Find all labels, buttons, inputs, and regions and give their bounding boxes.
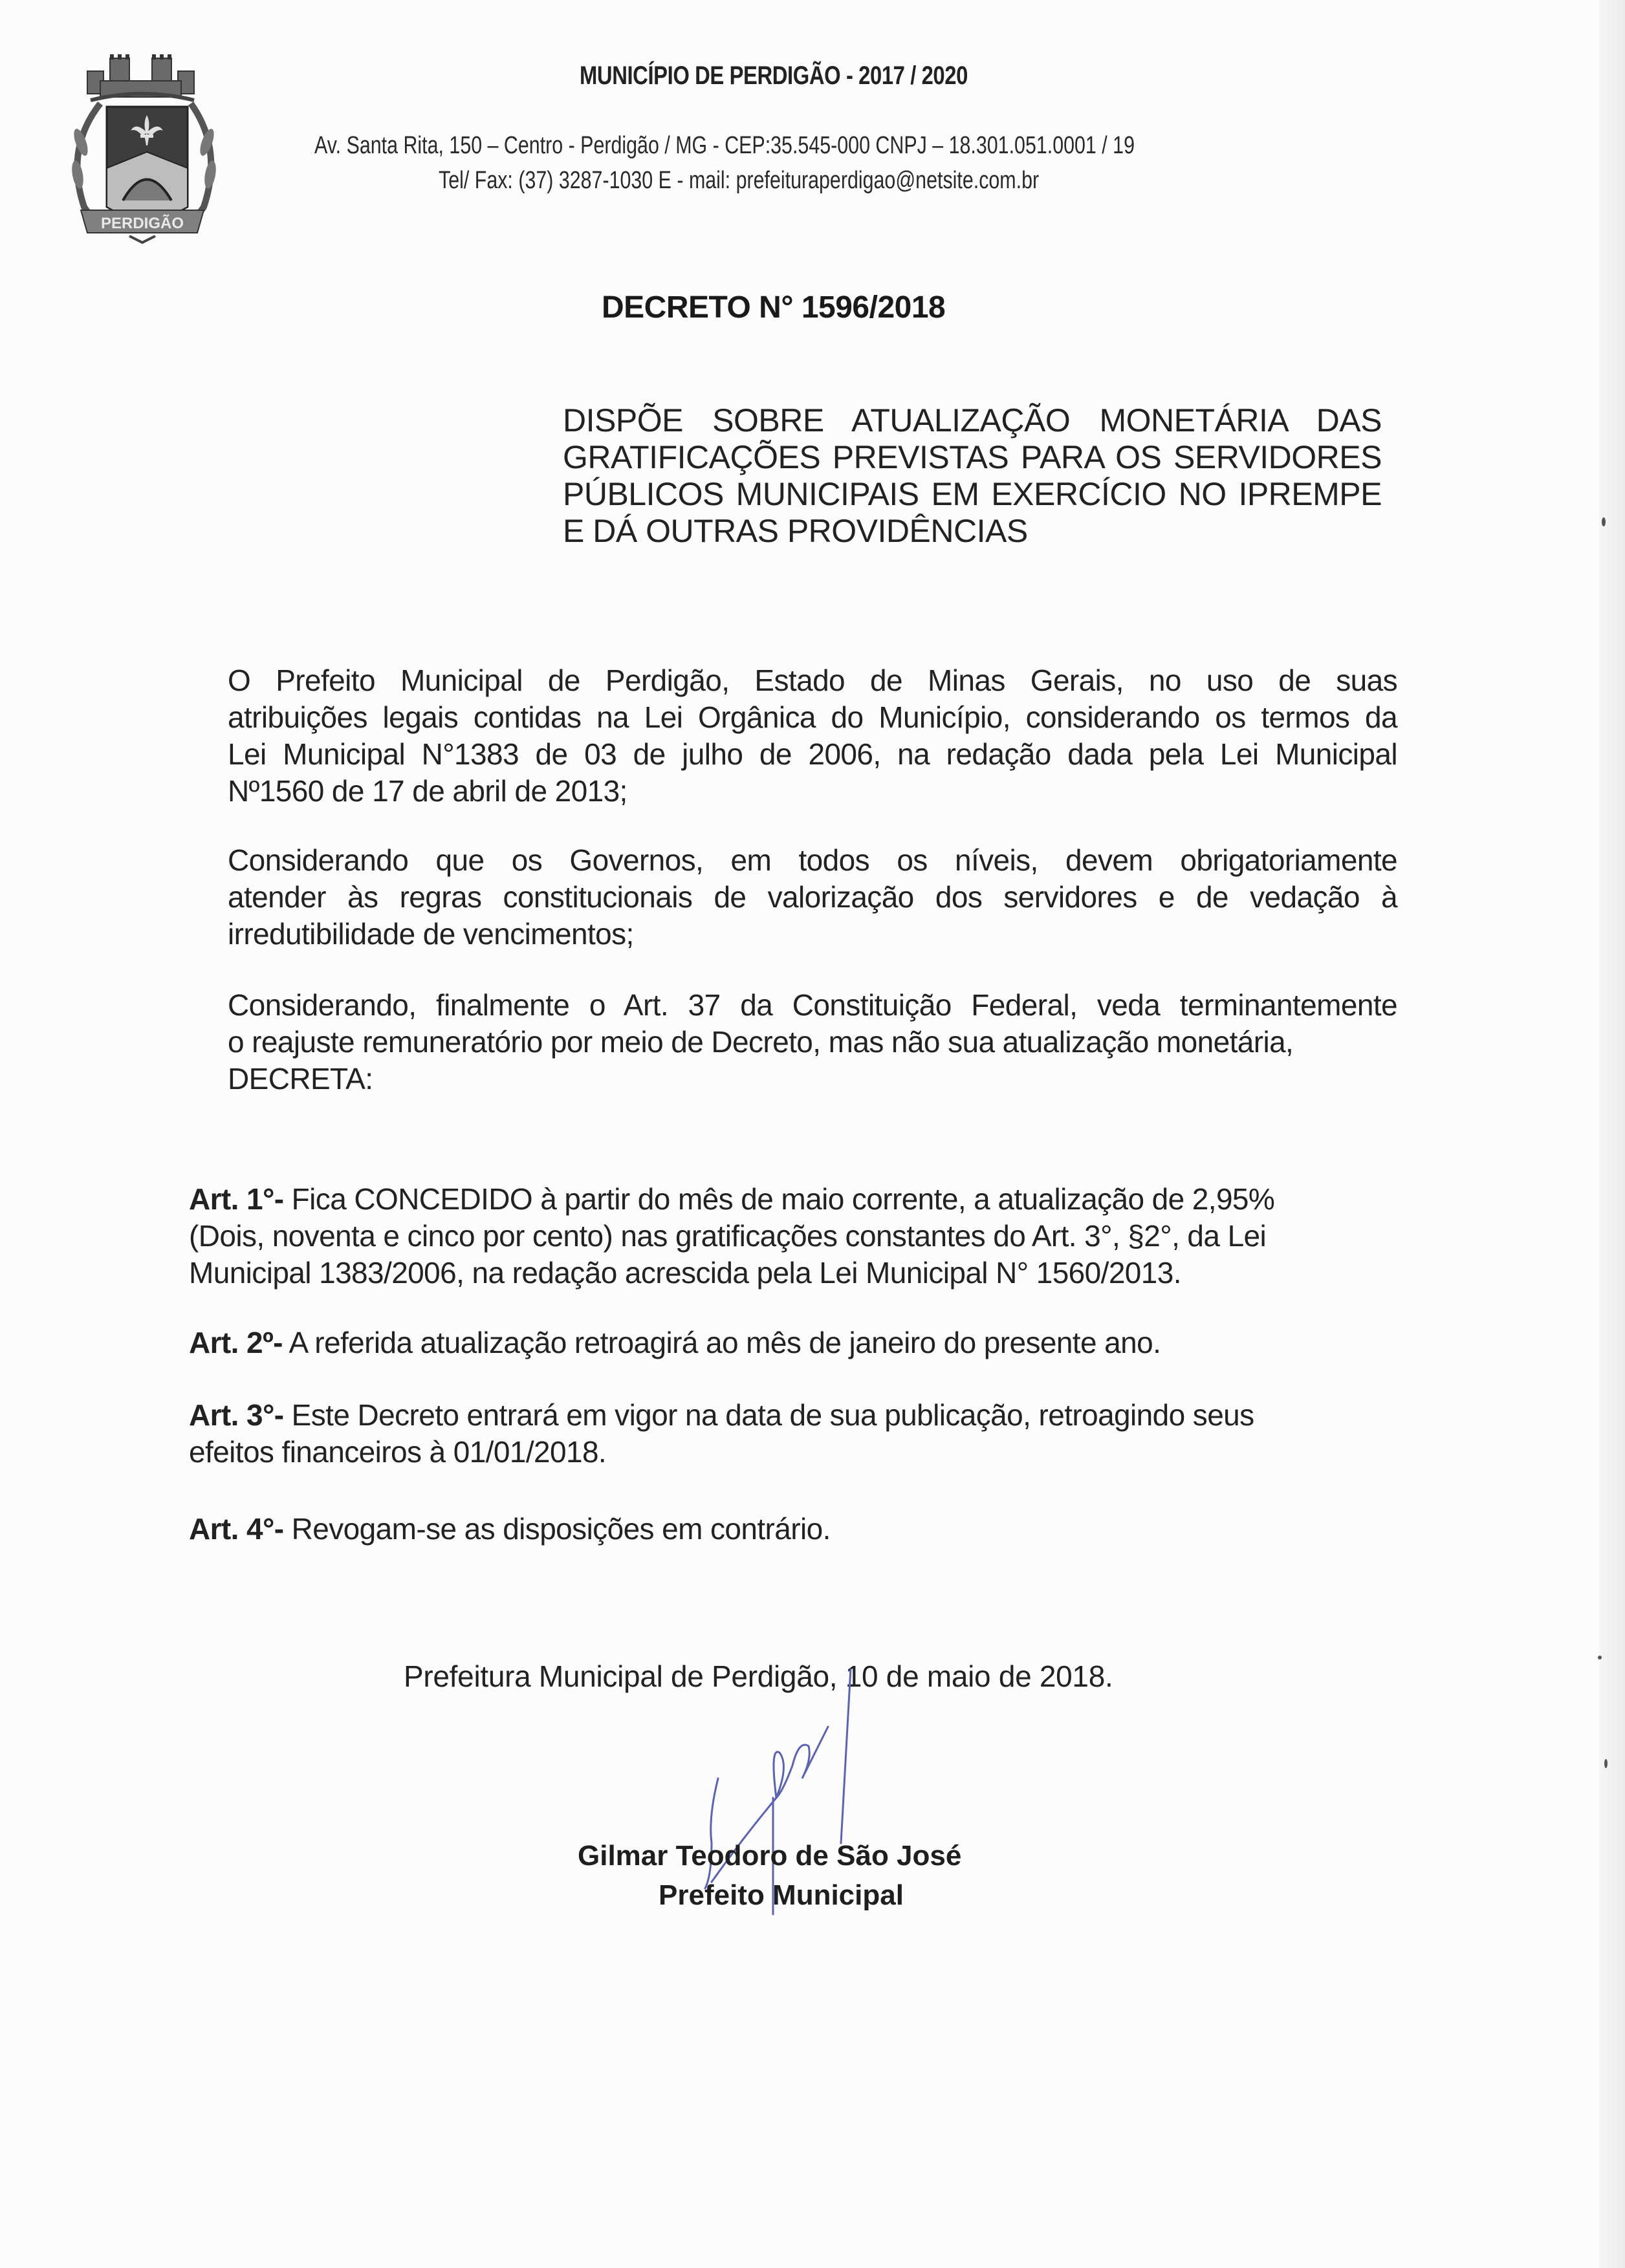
decree-summary [563,402,1382,550]
municipal-crest-icon [45,45,239,246]
summary-line: PÚBLICOS MUNICIPAIS EM EXERCÍCIO NO IPREMPE [563,476,1382,512]
municipality-title: MUNICÍPIO DE PERDIGÃO - 2017 / 2020 [580,61,968,90]
text-line: o reajuste remuneratório por meio de Decreto, mas não sua atualização monetária, [228,1025,1294,1059]
crest-ribbon-label: PERDIGÃO [100,215,184,232]
text-line: Lei Municipal N°1383 de 03 de julho de 2006, na redação dada pela Lei Municipal [228,737,1397,771]
place-and-date: Prefeitura Municipal de Perdigão, 10 de maio de 2018. [404,1659,1113,1693]
text-line: Municipal 1383/2006, na redação acrescida pela Lei Municipal N° 1560/2013. [189,1256,1181,1290]
article-label: Art. 3°- [189,1398,284,1432]
text-line: Revogam-se as disposições em contrário. [283,1512,831,1546]
text-line: Nº1560 de 17 de abril de 2013; [228,774,627,808]
text-line: O Prefeito Municipal de Perdigão, Estado de Minas Gerais, no uso de suas [228,664,1397,697]
scan-speck [1602,517,1606,526]
article-4 [189,1511,1397,1548]
text-line: DECRETA: [228,1062,373,1096]
text-line: (Dois, noventa e cinco por cento) nas gratificações constantes do Art. 3°, §2°, da Lei [189,1219,1267,1253]
article-label: Art. 1°- [189,1182,284,1216]
text-line: efeitos financeiros à 01/01/2018. [189,1435,607,1469]
article-3 [189,1397,1397,1471]
scan-edge [1599,0,1625,2268]
article-1 [189,1181,1397,1291]
article-2 [189,1324,1397,1361]
article-label: Art. 2º- [189,1326,283,1359]
municipality-address: Av. Santa Rita, 150 – Centro - Perdigão / MG - CEP:35.545-000 CNPJ – 18.301.051.0001 / 19 [314,132,1135,159]
text-line: Este Decreto entrará em vigor na data de sua publicação, retroagindo seus [283,1398,1254,1432]
municipality-contact: Tel/ Fax: (37) 3287-1030 E - mail: prefeituraperdigao@netsite.com.br [439,167,1040,194]
text-line: Considerando, finalmente o Art. 37 da Constituição Federal, veda terminantemente [228,988,1397,1022]
text-line: atribuições legais contidas na Lei Orgânica do Município, considerando os termos da [228,700,1397,734]
article-label: Art. 4°- [189,1512,284,1546]
preamble-paragraph [228,987,1397,1097]
signatory-name: Gilmar Teodoro de São José [578,1840,962,1872]
preamble-paragraph [228,662,1397,810]
text-line: A referida atualização retroagirá ao mês de janeiro do presente ano. [282,1326,1161,1359]
summary-line: GRATIFICAÇÕES PREVISTAS PARA OS SERVIDORES [563,439,1382,475]
decree-number: DECRETO N° 1596/2018 [602,290,946,325]
scan-speck [1598,1656,1602,1659]
signatory-role: Prefeito Municipal [659,1879,904,1911]
text-line: Considerando que os Governos, em todos os níveis, devem obrigatoriamente [228,843,1397,877]
text-line: Fica CONCEDIDO à partir do mês de maio corrente, a atualização de 2,95% [283,1182,1275,1216]
text-line: irredutibilidade de vencimentos; [228,917,634,951]
summary-line: E DÁ OUTRAS PROVIDÊNCIAS [563,513,1028,549]
summary-line: DISPÕE SOBRE ATUALIZAÇÃO MONETÁRIA DAS [563,402,1382,438]
text-line: atender às regras constitucionais de valorização dos servidores e de vedação à [228,880,1397,914]
preamble-paragraph [228,842,1397,953]
scan-speck [1604,1759,1608,1768]
